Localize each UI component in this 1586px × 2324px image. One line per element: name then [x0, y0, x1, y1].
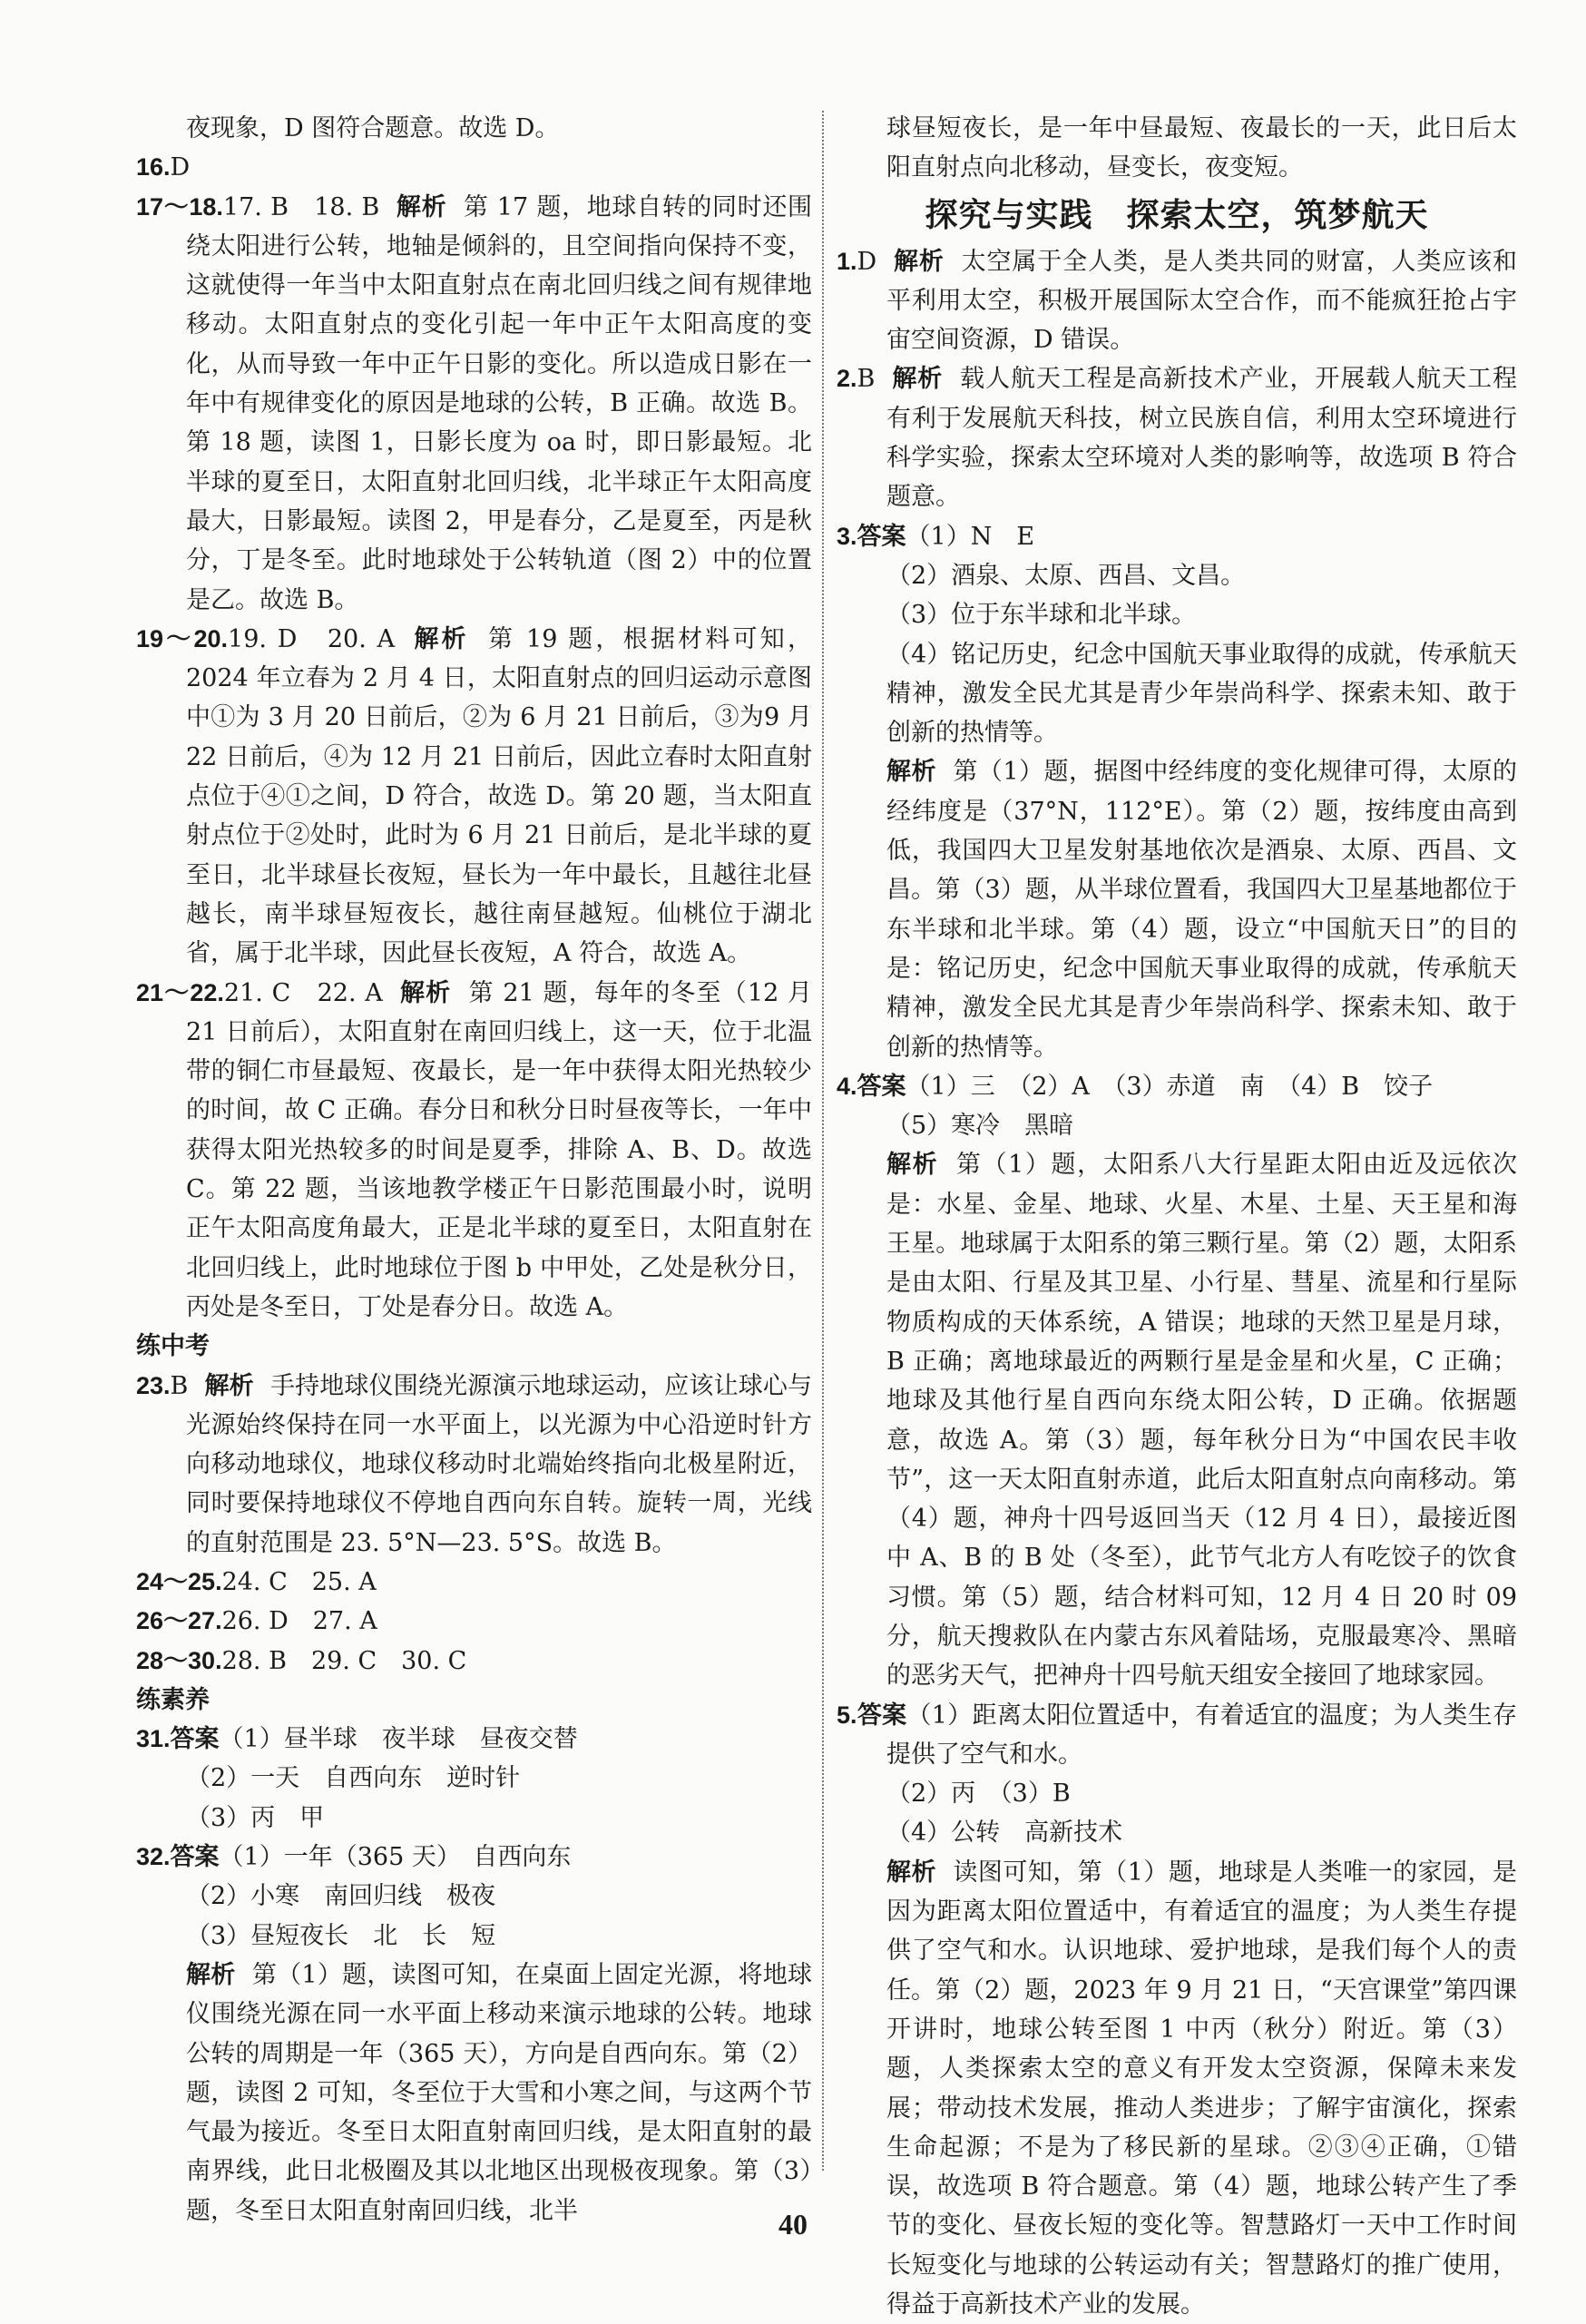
answer-value: 19. D 20. A: [228, 624, 396, 653]
answer-value: 21. C 22. A: [223, 978, 383, 1007]
answer-24-25: [136, 1563, 812, 1602]
question-number: 5.: [837, 1701, 857, 1729]
answer-label: 答案: [857, 1701, 907, 1730]
column-divider: [822, 111, 824, 2171]
analysis-label: 解析: [396, 192, 447, 221]
analysis-text: 载人航天工程是高新技术产业，开展载人航天工程有利于发展航天科技，树立民族自信，利用太空环境进行科学实验，探索太空环境对人类的影响等，故选项 B 符合题意。: [886, 365, 1518, 512]
answer-3: [837, 517, 1517, 556]
answer-32: [136, 1838, 812, 1877]
answer-label: 答案: [857, 1072, 906, 1101]
answer-line: （1）N E: [906, 522, 1035, 551]
left-column: [136, 109, 812, 2231]
answer-line: （1）一年（365 天） 自西向东: [219, 1843, 572, 1872]
question-number: 4.: [837, 1072, 857, 1100]
question-number: 1.: [837, 247, 857, 275]
answer-19-20: [136, 620, 812, 974]
answer-value: 24. C 25. A: [221, 1567, 377, 1596]
answer-28-30: [136, 1642, 812, 1681]
answer-label: 答案: [170, 1843, 220, 1872]
answer-value: 28. B 29. C 30. C: [221, 1646, 467, 1675]
answer-value: 17. B 18. B: [222, 192, 380, 221]
answer-2: [837, 359, 1517, 516]
question-number: 26～27.: [136, 1607, 222, 1635]
answer-line: （4）铭记历史，纪念中国航天事业取得的成就，传承航天精神，激发全民尤其是青少年崇尚科学、探索未知、敢于创新的热情等。: [886, 640, 1517, 748]
continued-text: 球昼短夜长，是一年中昼最短、夜最长的一天，此日后太阳直射点向北移动，昼变长，夜变短。: [886, 114, 1517, 182]
right-column: [837, 109, 1517, 2324]
answer-5: [837, 1696, 1517, 1775]
analysis-block: [136, 1956, 812, 2231]
answer-line: （1）昼半球 夜半球 昼夜交替: [219, 1725, 578, 1754]
question-number: 3.: [837, 522, 857, 550]
question-number: 32.: [136, 1843, 171, 1871]
analysis-label: 解析: [398, 978, 452, 1007]
answer-31: [136, 1720, 812, 1759]
answer-value: B: [170, 1371, 189, 1400]
section-title-literacy-practice: 练素养: [136, 1685, 210, 1714]
answer-1: [837, 242, 1517, 360]
answer-label: 答案: [170, 1725, 220, 1754]
analysis-text: 太空属于全人类，是人类共同的财富，人类应该和平利用太空，积极开展国际太空合作，而不能疯狂抢占宇宙空间资源，D 错误。: [886, 247, 1518, 355]
answer-line: （2）一天 自西向东 逆时针: [186, 1764, 521, 1793]
analysis-label: 解析: [886, 1858, 936, 1887]
analysis-text: 读图可知，第（1）题，地球是人类唯一的家园，是因为距离太阳位置适中，有着适宜的温度；为人类生存提供了空气和水。认识地球、爱护地球，是我们每个人的责任。第（2）题，2023 年 9 月 21 日，“天宫课堂”第四课开讲时，地球公转至图 1 中丙（秋分）附近。第（3）题，人类探索太空的意义有开发太空资源，保障未来发展；带动技术发展，推动人类进步；了解宇宙演化，探索生命起源；不是为了移民新的星球。②③④正确，①错误，故选项 B 符合题意。第（4）题，地球公转产生了季节的变化、昼夜长短的变化等。智慧路灯一天中工作时间长短变化与地球的公转运动有关；智慧路灯的推广使用，得益于高新技术产业的发展。: [886, 1858, 1517, 2319]
analysis-text: 第 19 题，根据材料可知，2024 年立春为 2 月 4 日，太阳直射点的回归运动示意图中①为 3 月 20 日前后，②为 6 月 21 日前后，③为9 月 22 日前后，④为 12 月 21 日前后，因此立春时太阳直射点位于④①之间，D 符合，故选 D。第 20 题，当太阳直射点位于②处时，此时为 6 月 21 日前后，是北半球的夏至日，北半球昼长夜短，昼长为一年中最长，且越往北昼越长，南半球昼短夜长，越往南昼越短。仙桃位于湖北省，属于北半球，因此昼长夜短，A 符合，故选 A。: [186, 624, 812, 968]
answer-23: [136, 1367, 812, 1563]
answer-line: （2）丙 （3）B: [886, 1780, 1071, 1809]
analysis-label: 解析: [886, 1151, 939, 1180]
analysis-label: 解析: [204, 1371, 254, 1400]
page-number: 40: [778, 2208, 808, 2241]
answer-16: [136, 148, 812, 187]
answer-value: 26. D 27. A: [221, 1607, 377, 1636]
analysis-label: 解析: [411, 624, 469, 653]
question-number: 21～22.: [136, 978, 224, 1006]
question-number: 2.: [837, 365, 857, 393]
analysis-label: 解析: [186, 1960, 236, 1989]
answer-line: （3）丙 甲: [186, 1803, 325, 1832]
analysis-text: 手持地球仪围绕光源演示地球运动，应该让球心与光源始终保持在同一水平面上，以光源为中心沿逆时针方向移动地球仪，地球仪移动时北端始终指向北极星附近，同时要保持地球仪不停地自西向东自转。旋转一周，光线的直射范围是 23. 5°N—23. 5°S。故选 B。: [186, 1371, 813, 1557]
answer-line: （1）三 （2）A （3）赤道 南 （4）B 饺子: [906, 1072, 1434, 1101]
question-number: 16.: [136, 153, 171, 181]
question-number: 31.: [136, 1725, 171, 1753]
analysis-text: 第（1）题，太阳系八大行星距太阳由近及远依次是：水星、金星、地球、火星、木星、土星、天王星和海王星。地球属于太阳系的第三颗行星。第（2）题，太阳系是由太阳、行星及其卫星、小行星、彗星、流星和行星际物质构成的天体系统，A 错误；地球的天然卫星是月球，B 正确；离地球最近的两颗行星是金星和火星，C 正确；地球及其他行星自西向东绕太阳公转，D 正确。依据题意，故选 A。第（3）题，每年秋分日为“中国农民丰收节”，这一天太阳直射赤道，此后太阳直射点向南移动。第（4）题，神舟十四号返回当天（12 月 4 日），最接近图中 A、B 的 B 处（冬至），此节气北方人有吃饺子的饮食习惯。第（5）题，结合材料可知，12 月 4 日 20 时 09 分，航天搜救队在内蒙古东风着陆场，克服最寒冷、黑暗的恶劣天气，把神舟十四号航天组安全接回了地球家园。: [886, 1151, 1517, 1691]
answer-line: （3）位于东半球和北半球。: [886, 601, 1197, 630]
question-number: 19～20.: [136, 624, 229, 652]
answer-line: （3）昼短夜长 北 长 短: [186, 1921, 496, 1950]
answer-value: D: [170, 153, 191, 182]
question-number: 28～30.: [136, 1646, 222, 1674]
analysis-text: 第 17 题，地球自转的同时还围绕太阳进行公转，地轴是倾斜的，且空间指向保持不变，这就使得一年当中太阳直射点在南北回归线之间有规律地移动。太阳直射点的变化引起一年中正午太阳高度的变化，从而导致一年中正午日影的变化。所以造成日影在一年中有规律变化的原因是地球的公转，B 正确。故选 B。第 18 题，读图 1，日影长度为 oa 时，即日影最短。北半球的夏至日，太阳直射北回归线，北半球正午太阳高度最大，日影最短。读图 2，甲是春分，乙是夏至，丙是秋分，丁是冬至。此时地球处于公转轨道（图 2）中的位置是乙。故选 B。: [186, 192, 812, 614]
analysis-text: 第 21 题，每年的冬至（12 月 21 日前后），太阳直射在南回归线上，这一天，位于北温带的铜仁市昼最短、夜最长，是一年中获得太阳光热较少的时间，故 C 正确。春分日和秋分日时昼夜等长，一年中获得太阳光热较多的时间是夏季，排除 A、B、D。故选 C。第 22 题，当该地教学楼正午日影范围最小时，说明正午太阳高度角最大，正是北半球的夏至日，太阳直射在北回归线上，此时地球位于图 b 中甲处，乙处是秋分日，丙处是冬至日，丁处是春分日。故选 A。: [186, 978, 813, 1321]
analysis-label: 解析: [891, 365, 944, 394]
question-number: 24～25.: [136, 1567, 222, 1595]
analysis-block: [837, 752, 1517, 1066]
answer-label: 答案: [857, 522, 906, 551]
answer-line: （2）酒泉、太原、西昌、文昌。: [886, 561, 1246, 590]
answer-line: （1）距离太阳位置适中，有着适宜的温度；为人类生存提供了空气和水。: [886, 1701, 1517, 1769]
analysis-block: [837, 1853, 1517, 2324]
answer-value: B: [857, 365, 876, 394]
question-number: 23.: [136, 1371, 171, 1399]
answer-line: （2）小寒 南回归线 极夜: [186, 1882, 496, 1911]
answer-4: [837, 1067, 1517, 1106]
answer-26-27: [136, 1602, 812, 1641]
answer-line: （5）寒冷 黑暗: [886, 1112, 1074, 1141]
analysis-label: 解析: [886, 758, 936, 787]
question-number: 17～18.: [136, 192, 223, 221]
answer-17-18: [136, 188, 812, 620]
answer-value: D: [857, 247, 877, 276]
section-heading: 探究与实践 探索太空，筑梦航天: [925, 196, 1429, 234]
answer-21-22: [136, 974, 812, 1328]
answer-line: （4）公转 高新技术: [886, 1819, 1123, 1848]
continued-text: 夜现象，D 图符合题意。故选 D。: [186, 114, 560, 142]
analysis-block: [837, 1145, 1517, 1695]
analysis-text: 第（1）题，读图可知，在桌面上固定光源，将地球仪围绕光源在同一水平面上移动来演示地球的公转。地球公转的周期是一年（365 天），方向是自西向东。第（2）题，读图 2 可知，冬至位于大雪和小寒之间，与这两个节气最为接近。冬至日太阳直射南回归线，是太阳直射的最南界线，此日北极圈及其以北地区出现极夜现象。第（3）题，冬至日太阳直射南回归线，北半: [186, 1960, 812, 2225]
analysis-text: 第（1）题，据图中经纬度的变化规律可得，太原的经纬度是（37°N，112°E）。第（2）题，按纬度由高到低，我国四大卫星发射基地依次是酒泉、太原、西昌、文昌。第（3）题，从半球位置看，我国四大卫星基地都位于东半球和北半球。第（4）题，设立“中国航天日”的目的是：铭记历史，纪念中国航天事业取得的成就，传承航天精神，激发全民尤其是青少年崇尚科学、探索未知、敢于创新的热情等。: [886, 758, 1517, 1062]
section-title-exam-practice: 练中考: [136, 1332, 210, 1361]
analysis-label: 解析: [893, 247, 945, 276]
